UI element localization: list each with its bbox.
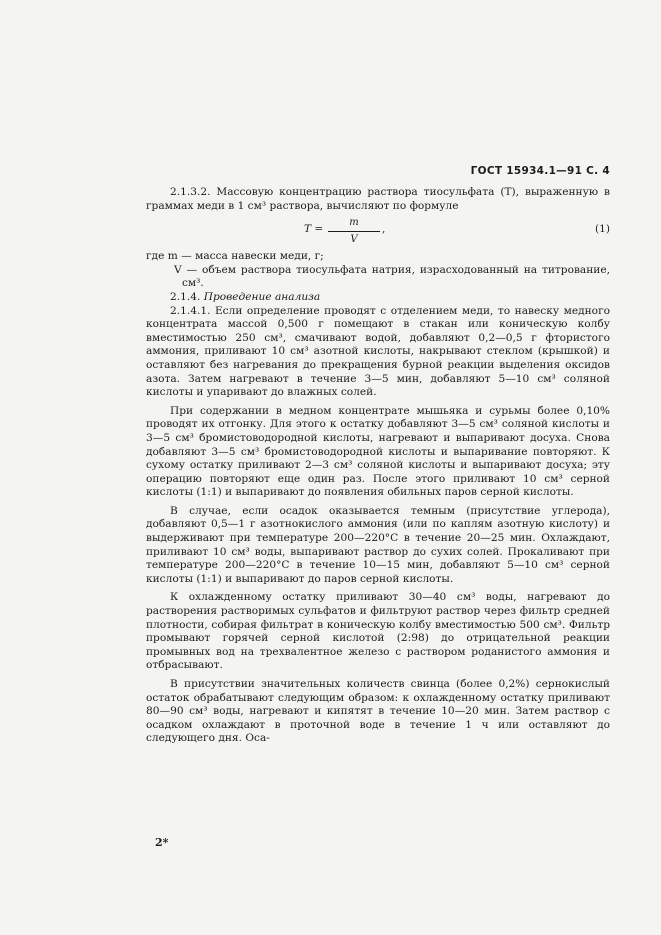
document-body: [146, 186, 610, 746]
where-clause-m: где m — масса навески меди, г;: [146, 250, 324, 263]
page-signature-mark: 2*: [155, 836, 169, 849]
where-clause-v: V — объем раствора тиосульфата натрия, израсходованный на титрование, см³.: [174, 263, 610, 290]
page-header: ГОСТ 15934.1—91 С. 4: [470, 165, 610, 177]
paragraph-lead: В присутствии значительных количеств свинца (более 0,2%) сернокислый остаток обрабатывают следующим образом: к охлажденному остатку приливают 80—90 см³ воды, нагревают и кипятят в течение 10—20 мин. Затем раствор с осадком охлаждают в проточной воде в течение 1 ч или оставляют до следующего дня. Оса-: [146, 678, 610, 745]
section-heading: [146, 291, 610, 305]
paragraph-dark-precipitate: В случае, если осадок оказывается темным (присутствие углерода), добавляют 0,5—1 г азотнокислого аммония (или по каплям азотную кислоту) и выдерживают при температуре 200—220°C в течение 20—25 мин. Охлаждают, приливают 10 см³ воды, выпаривают раствор до сухих солей. Прокаливают при температуре 200—220°C в течение 10—15 мин, добавляют 5—10 см³ серной кислоты (1:1) и выпаривают до паров серной кислоты.: [146, 504, 610, 585]
section-title: Проведение анализа: [203, 290, 321, 303]
formula-comma: ,: [382, 223, 386, 236]
paragraph-2-1-4-1: 2.1.4.1. Если определение проводят с отделением меди, то навеску медного концентрата массой 0,500 г помещают в стакан или коническую колбу вместимостью 250 см³, смачивают водой, добавляют 0,2—0,5 г фтористого аммония, приливают 10 см³ азотной кислоты, накрывают стеклом (крышкой) и оставляют без нагревания до прекращения бурной реакции выделения оксидов азота. Затем нагревают в течение 3—5 мин, добавляют 5—10 см³ соляной кислоты и упаривают до влажных солей.: [146, 304, 610, 399]
paragraph-distillation: При содержании в медном концентрате мышьяка и сурьмы более 0,10% проводят их отгонку. Для этого к остатку добавляют 3—5 см³ соляной кислоты и 3—5 см³ бромистоводородной кислоты, нагревают и выпаривают досуха. Снова добавляют 3—5 см³ бромистоводородной кислоты и выпаривание повторяют. К сухому остатку приливают 2—3 см³ соляной кислоты и выпаривают досуха; эту операцию повторяют еще один раз. После этого приливают 10 см³ серной кислоты (1:1) и выпаривают до появления обильных паров серной кислоты.: [146, 404, 610, 499]
formula-number: (1): [594, 223, 610, 236]
paragraph-filtration: К охлажденному остатку приливают 30—40 см³ воды, нагревают до растворения растворимых сульфатов и фильтруют раствор через фильтр средней плотности, собирая фильтрат в коническую колбу вместимостью 500 см³. Фильтр промывают горячей серной кислотой (2:98) до отрицательной реакции промывных вод на трехвалентное железо с раствором роданистого аммония и отбрасывают.: [146, 591, 610, 672]
formula-numerator: m: [349, 217, 359, 229]
formula-lhs: T =: [304, 223, 324, 236]
formula-fraction: [328, 216, 380, 246]
section-number: 2.1.4.: [170, 290, 201, 303]
formula-1: [146, 216, 610, 246]
paragraph-2-1-3-2: 2.1.3.2. Массовую концентрацию раствора тиосульфата (T), выраженную в граммах меди в 1 см³ раствора, вычисляют по формуле: [146, 186, 610, 212]
fraction-bar: [328, 231, 380, 232]
formula-denominator: V: [350, 233, 358, 245]
